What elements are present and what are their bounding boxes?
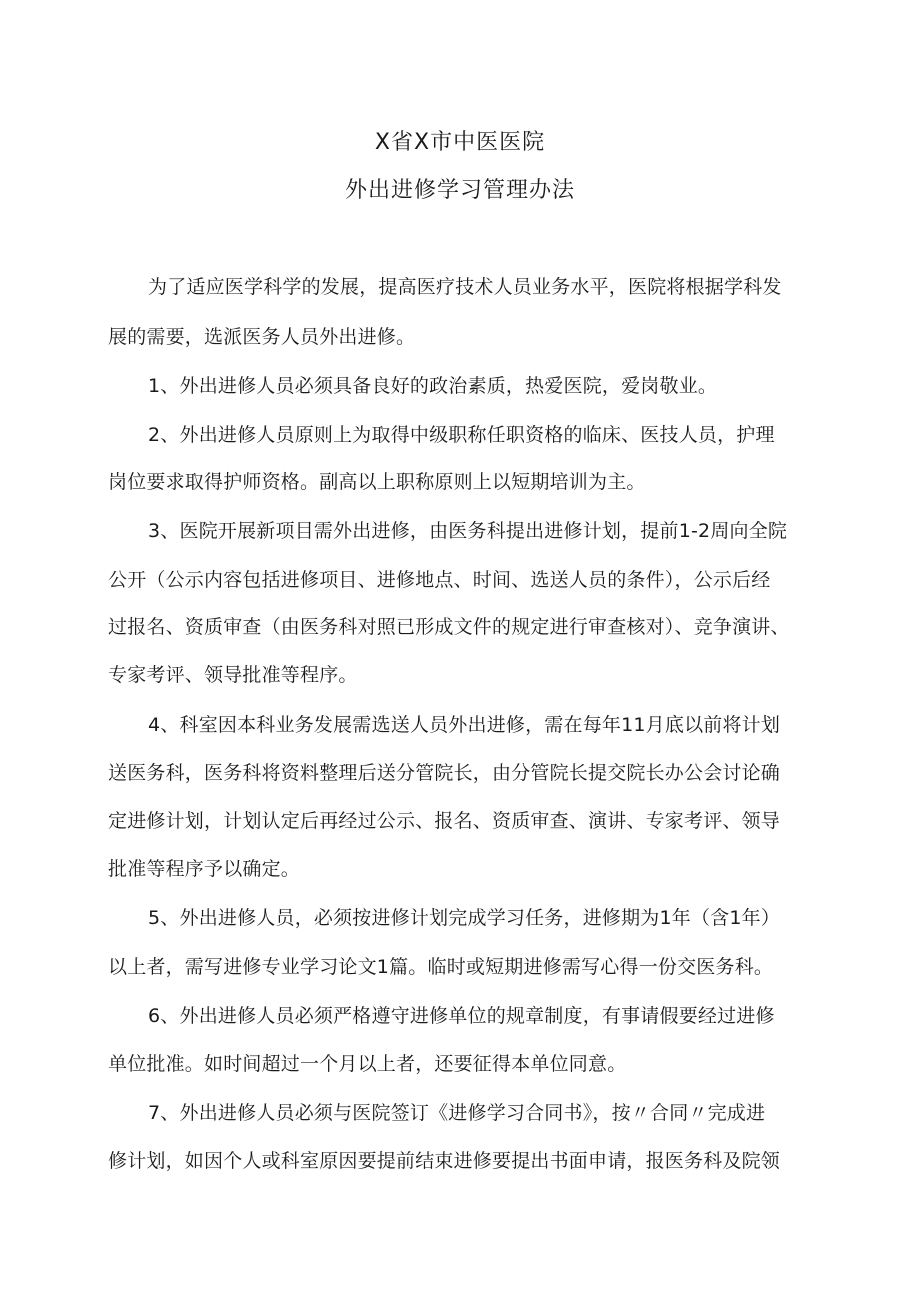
clause-4-line-4: 批准等程序予以确定。: [108, 858, 301, 880]
intro-paragraph-line-2: 展的需要，选派医务人员外出进修。: [108, 326, 416, 348]
clause-1-line-1: 1、外出进修人员必须具备良好的政治素质，热爱医院，爱岗敬业。: [148, 375, 718, 397]
clause-4-line-2: 送医务科，医务科将资料整理后送分管院长，由分管院长提交院长办公会讨论确: [108, 762, 781, 784]
clause-3-line-3: 过报名、资质审查（由医务科对照已形成文件的规定进行审查核对）、竞争演讲、: [108, 616, 790, 638]
clause-5-line-2: 以上者，需写进修专业学习论文1篇。临时或短期进修需写心得一份交医务科。: [108, 956, 774, 978]
clause-6-line-1: 6、外出进修人员必须严格遵守进修单位的规章制度，有事请假要经过进修: [148, 1005, 775, 1027]
clause-5-line-1: 5、外出进修人员，必须按进修计划完成学习任务，进修期为1年（含1年）: [148, 907, 781, 929]
intro-paragraph-line-1: 为了适应医学科学的发展，提高医疗技术人员业务水平，医院将根据学科发: [148, 276, 782, 298]
clause-7-line-2: 修计划，如因个人或科室原因要提前结束进修要提出书面申请，报医务科及院领: [108, 1150, 781, 1172]
clause-3-line-4: 专家考评、领导批准等程序。: [108, 664, 358, 686]
clause-2-line-2: 岗位要求取得护师资格。副高以上职称原则上以短期培训为主。: [108, 471, 646, 493]
document-title-hospital: X省X市中医医院: [374, 130, 546, 155]
clause-3-line-1: 3、医院开展新项目需外出进修，由医务科提出进修计划，提前1-2周向全院: [148, 520, 788, 542]
clause-4-line-3: 定进修计划，计划认定后再经过公示、报名、资质审查、演讲、专家考评、领导: [108, 810, 781, 832]
document-title-regulation: 外出进修学习管理办法: [344, 178, 575, 203]
clause-2-line-1: 2、外出进修人员原则上为取得中级职称任职资格的临床、医技人员，护理: [148, 424, 775, 446]
clause-7-line-1: 7、外出进修人员必须与医院签订《进修学习合同书》，按〃合同〃完成进: [148, 1102, 766, 1124]
clause-6-line-2: 单位批准。如时间超过一个月以上者，还要征得本单位同意。: [108, 1053, 627, 1075]
clause-3-line-2: 公开（公示内容包括进修项目、进修地点、时间、选送人员的条件），公示后经: [108, 569, 771, 591]
clause-4-line-1: 4、科室因本科业务发展需选送人员外出进修，需在每年11月底以前将计划: [148, 714, 781, 736]
